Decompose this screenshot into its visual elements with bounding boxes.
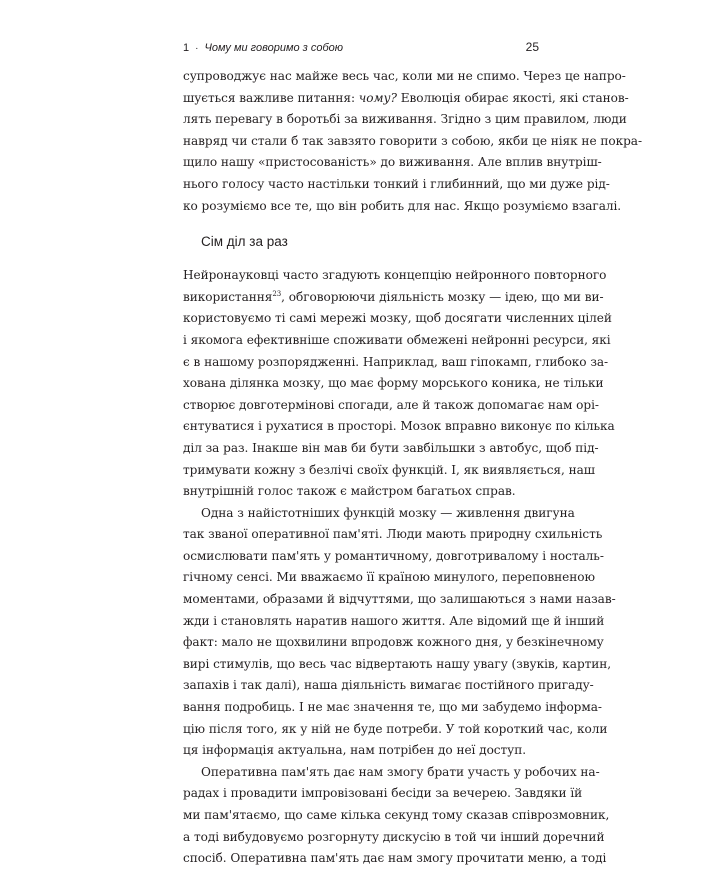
text-line: користовуємо ті самі мережі мозку, щоб досягати численних цілей <box>183 311 612 326</box>
emphasis: чому? <box>358 90 397 105</box>
running-head <box>183 40 539 54</box>
text-line: гічному сенсі. Ми вважаємо її країною минулого, переповненою <box>183 570 595 585</box>
text-line: створює довготермінові спогади, але й також допомагає нам орі- <box>183 397 599 412</box>
text-line: факт: мало не щохвилини впродовж кожного дня, у безкінечному <box>183 635 604 650</box>
running-head-left <box>183 42 343 54</box>
page-number: 25 <box>525 40 539 54</box>
text-line: Оперативна пам'ять дає нам змогу брати участь у робочих на- <box>201 764 600 779</box>
text-line: нього голосу часто настільки тонкий і глибинний, що ми дуже рід- <box>183 176 610 191</box>
text-line: запахів і так далі), наша діяльність вимагає постійного пригаду- <box>183 678 594 693</box>
text-line: є в нашому розпорядженні. Наприклад, ваш гіпокамп, глибоко за- <box>183 354 609 369</box>
text-line: Нейронауковці часто згадують концепцію нейронного повторного <box>183 268 607 283</box>
text-line: використання$^{23}$, обговорюючи діяльність мозку — ідею, що ми ви- <box>183 289 604 304</box>
text-line: лять перевагу в боротьбі за виживання. Згідно з цим правилом, люди <box>183 112 627 127</box>
text-line: хована ділянка мозку, що має форму морського коника, не тільки <box>183 376 604 391</box>
text-line: і якомога ефективніше споживати обмежені нейронні ресурси, які <box>183 332 611 347</box>
chapter-title: Чому ми говоримо з собою <box>204 42 344 54</box>
text-line: навряд чи стали б так завзято говорити з собою, якби це ніяк не покра- <box>183 133 642 148</box>
text-line: ко розуміємо все те, що він робить для нас. Якщо розуміємо взагалі. <box>183 198 622 213</box>
section-heading: Сім діл за раз <box>201 234 288 250</box>
footnote-ref: 23 <box>272 289 282 298</box>
text-line: щило нашу «пристосованість» до виживання. Але вплив внутріш- <box>183 155 602 170</box>
text-line: внутрішній голос також є майстром багатьох справ. <box>183 484 516 499</box>
text-line: тримувати кожну з безлічі своїх функцій. І, як виявляється, наш <box>183 462 595 477</box>
text-line: ця інформація актуальна, нам потрібен до неї доступ. <box>183 743 527 758</box>
text-line: цію після того, як у ній не буде потреби. У той короткий час, коли <box>183 721 608 736</box>
paragraph <box>183 265 615 503</box>
text-line: ми пам'ятаємо, що саме кілька секунд тому сказав співрозмовник, <box>183 808 610 822</box>
text-line: Одна з найістотніших функцій мозку — живлення двигуна <box>201 505 575 520</box>
text-line: осмислювати пам'ять у романтичному, довготривалому і носталь- <box>183 548 604 563</box>
text-line: супроводжує нас майже весь час, коли ми не спимо. Через це напро- <box>183 69 626 83</box>
separator-dot: · <box>195 43 199 54</box>
text-line: шується важливе питання: чому? Еволюція обирає якості, які станов- <box>183 90 629 105</box>
text-line: діл за раз. Інакше він мав би бути завбільшки з автобус, щоб під- <box>183 440 599 455</box>
paragraph <box>183 762 610 870</box>
text-line: а тоді вибудовуємо розгорнуту дискусію в той чи інший доречний <box>183 829 605 844</box>
text-line: спосіб. Оперативна пам'ять дає нам змогу прочитати меню, а тоді <box>183 851 607 866</box>
text-line: радах і провадити імпровізовані бесіди за вечерею. Завдяки їй <box>183 786 583 801</box>
text-line: вирі стимулів, що весь час відвертають нашу увагу (звуків, картин, <box>183 656 612 671</box>
paragraph <box>183 66 642 217</box>
body-text <box>183 66 642 870</box>
text-line: єнтуватися і рухатися в просторі. Мозок вправно виконує по кілька <box>183 419 615 434</box>
paragraph <box>183 503 616 762</box>
text-line: жди і становлять наратив нашого життя. Але відомий ще й інший <box>183 613 605 628</box>
text-line: вання подробиць. І не має значення те, що ми забудемо інформа- <box>183 700 602 715</box>
chapter-number: 1 <box>183 42 190 54</box>
text-line: так званої оперативної пам'яті. Люди мають природну схильність <box>183 527 603 542</box>
text-line: моментами, образами й відчуттями, що залишаються з нами назав- <box>183 592 616 607</box>
